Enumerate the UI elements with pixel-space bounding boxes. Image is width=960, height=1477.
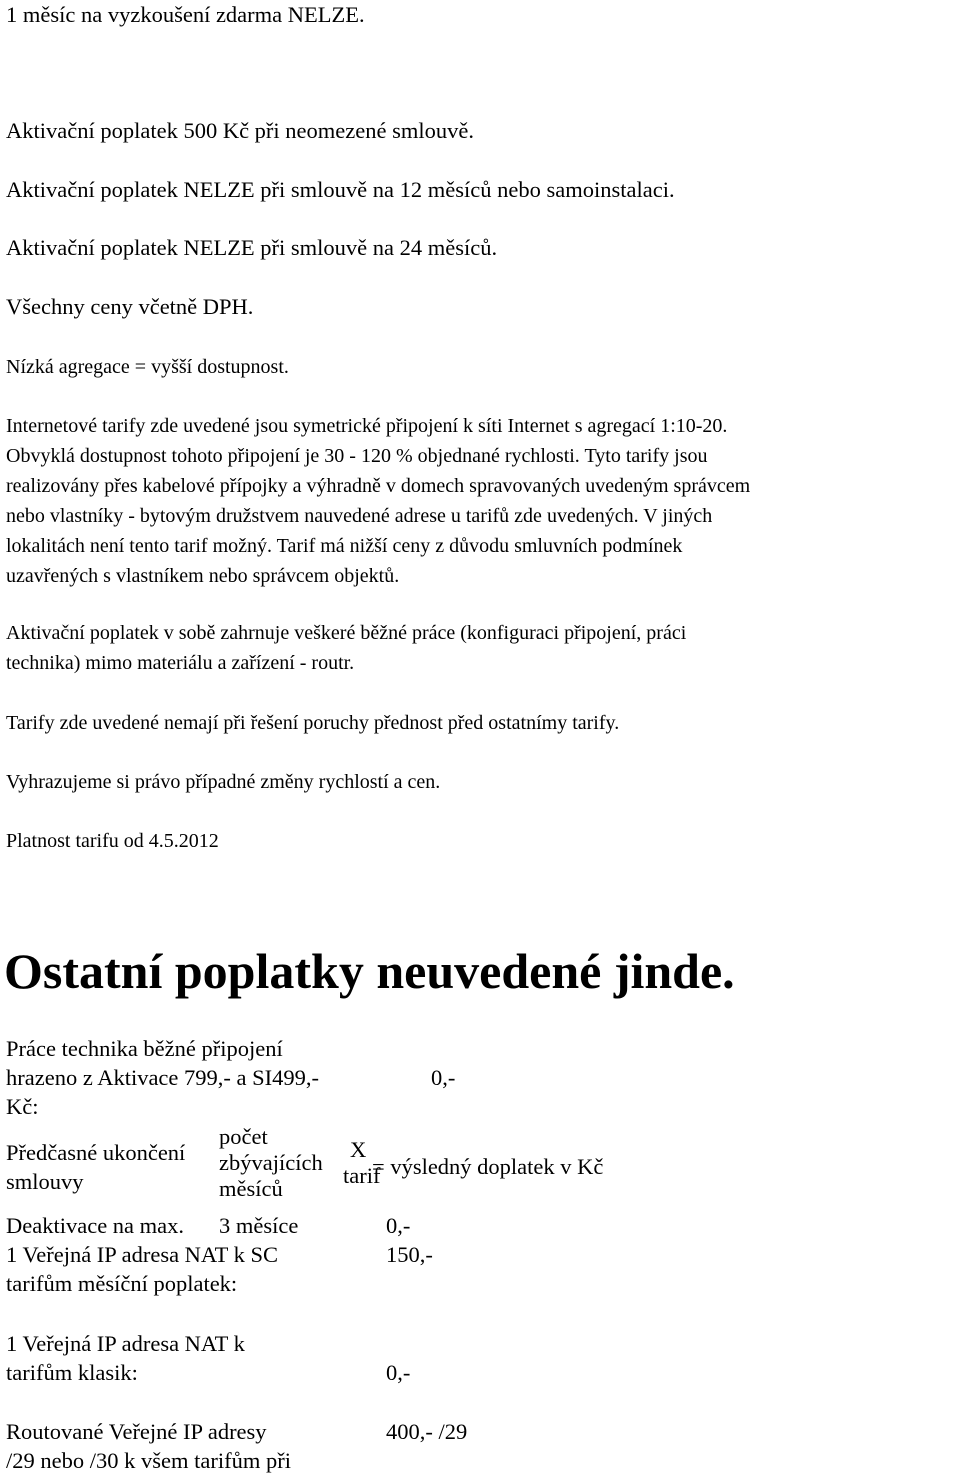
paragraph-line: Aktivační poplatek v sobě zahrnuje veškeré běžné práce (konfiguraci připojení, práci bbox=[6, 622, 687, 644]
rights-note-text: Vyhrazujeme si právo případné změny rychlostí a cen. bbox=[6, 771, 441, 793]
paragraph-line: uzavřených s vlastníkem nebo správcem objektů. bbox=[6, 565, 400, 587]
fee-label-line: 1 Veřejná IP adresa NAT k bbox=[6, 1331, 245, 1356]
validity-note-text: Platnost tarifu od 4.5.2012 bbox=[6, 830, 219, 852]
public-ip-sc-value: 150,- bbox=[386, 1242, 433, 1267]
rights-note bbox=[6, 767, 956, 797]
fee-label-line: 1 Veřejná IP adresa NAT k SC bbox=[6, 1242, 279, 1267]
paragraph-line: nebo vlastníky - bytovým družstvem nauvedené adrese u tarifů zde uvedených. V jiných bbox=[6, 505, 713, 527]
early-termination-label bbox=[6, 1138, 185, 1196]
activation-fee-12-months-note: Aktivační poplatek NELZE při smlouvě na 12 měsíců nebo samoinstalaci. bbox=[6, 177, 675, 202]
aggregation-note-text: Nízká agregace = vyšší dostupnost. bbox=[6, 356, 289, 378]
remaining-months-label bbox=[219, 1124, 323, 1202]
paragraph-line: Internetové tarify zde uvedené jsou symetrické připojení k síti Internet s agregací 1:10-20. bbox=[6, 415, 728, 437]
activation-fee-500-note: Aktivační poplatek 500 Kč při neomezené smlouvě. bbox=[6, 118, 474, 143]
trial-note: 1 měsíc na vyzkoušení zdarma NELZE. bbox=[6, 2, 365, 27]
paragraph-line: technika) mimo materiálu a zařízení - routr. bbox=[6, 652, 355, 674]
paragraph-line: realizovány přes kabelové přípojky a výhradně v domech spravovaných uvedeným správcem bbox=[6, 475, 751, 497]
stack-line: tarif bbox=[343, 1163, 381, 1188]
fee-label-line: Kč: bbox=[6, 1094, 39, 1119]
technician-fee-value: 0,- bbox=[431, 1065, 456, 1090]
deactivation-value: 0,- bbox=[386, 1213, 411, 1238]
technician-fee-label bbox=[6, 1034, 319, 1121]
early-termination-result: = výsledný doplatek v Kč bbox=[372, 1154, 604, 1179]
paragraph-line: Obvyklá dostupnost tohoto připojení je 30 - 120 % objednané rychlosti. Tyto tarify jsou bbox=[6, 445, 708, 467]
routed-ip-label bbox=[6, 1417, 291, 1475]
fee-label-line: tarifům měsíční poplatek: bbox=[6, 1271, 238, 1296]
stack-line: X bbox=[350, 1137, 367, 1162]
fee-label-line: hrazeno z Aktivace 799,- a SI499,- bbox=[6, 1065, 320, 1090]
priority-note bbox=[6, 708, 956, 738]
tariff-description-paragraph bbox=[6, 411, 956, 591]
priority-note-text: Tarify zde uvedené nemají při řešení poruchy přednost před ostatnímy tarify. bbox=[6, 712, 620, 734]
fee-label-line: Routované Veřejné IP adresy bbox=[6, 1419, 267, 1444]
deactivation-months: 3 měsíce bbox=[219, 1213, 299, 1238]
stack-line: zbývajících bbox=[219, 1150, 323, 1175]
stack-line: počet bbox=[219, 1124, 268, 1149]
fee-label-line: smlouvy bbox=[6, 1169, 84, 1194]
vat-note: Všechny ceny včetně DPH. bbox=[6, 294, 254, 319]
deactivation-label: Deaktivace na max. bbox=[6, 1213, 185, 1238]
public-ip-classic-value: 0,- bbox=[386, 1360, 411, 1385]
public-ip-classic-label bbox=[6, 1329, 245, 1387]
activation-paragraph bbox=[6, 618, 956, 678]
other-fees-heading: Ostatní poplatky neuvedené jinde. bbox=[4, 943, 735, 999]
stack-line: měsíců bbox=[219, 1176, 283, 1201]
fee-label-line: /29 nebo /30 k všem tarifům při bbox=[6, 1448, 291, 1473]
fee-label-line: tarifům klasik: bbox=[6, 1360, 138, 1385]
validity-note bbox=[6, 826, 956, 856]
fee-label-line: Předčasné ukončení bbox=[6, 1140, 186, 1165]
fee-label-line: Práce technika běžné připojení bbox=[6, 1036, 283, 1061]
routed-ip-value: 400,- /29 bbox=[386, 1419, 468, 1444]
paragraph-line: lokalitách není tento tarif možný. Tarif má nižší ceny z důvodu smluvních podmínek bbox=[6, 535, 683, 557]
public-ip-sc-label bbox=[6, 1240, 278, 1298]
activation-fee-24-months-note: Aktivační poplatek NELZE při smlouvě na 24 měsíců. bbox=[6, 235, 498, 260]
aggregation-note bbox=[6, 352, 956, 382]
